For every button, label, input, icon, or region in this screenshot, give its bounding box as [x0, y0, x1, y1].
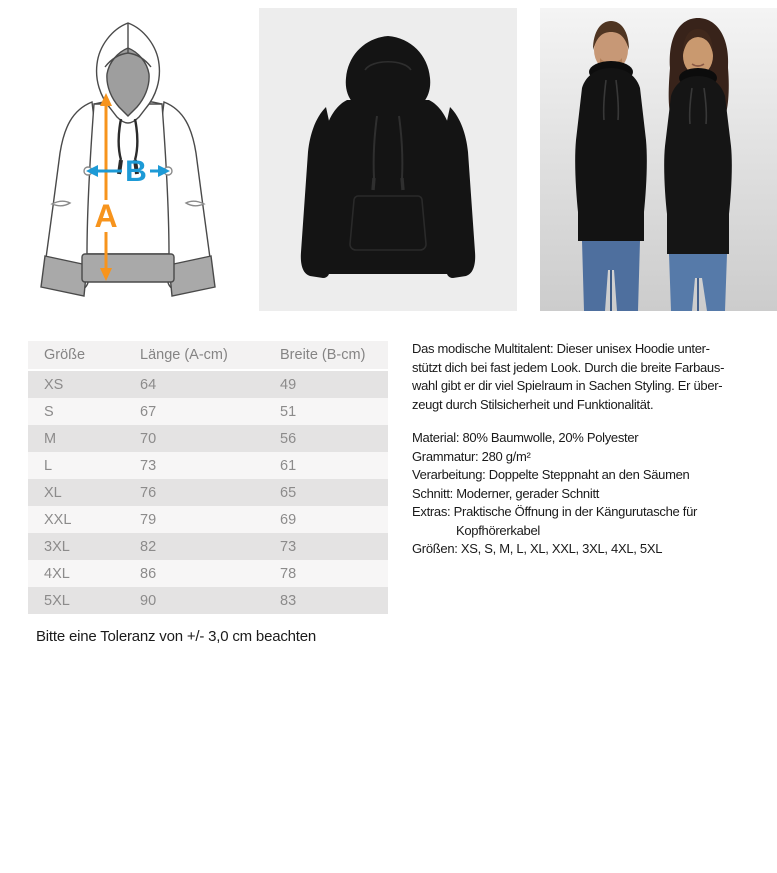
table-cell: 90 [140, 592, 157, 609]
tolerance-note: Bitte eine Toleranz von +/- 3,0 cm beachten [36, 628, 317, 645]
table-row [28, 479, 388, 506]
size-diagram-panel[interactable] [18, 8, 242, 310]
spec-line: Material: 80% Baumwolle, 20% Polyester [412, 430, 639, 445]
spec-line: Grammatur: 280 g/m² [412, 448, 531, 464]
product-photo-panel[interactable] [259, 8, 517, 311]
spec-line: Extras: Praktische Öffnung in der Kängurutasche für [412, 504, 698, 519]
description-intro [412, 340, 774, 414]
measure-label-a: A [94, 198, 118, 234]
table-cell: 70 [140, 430, 157, 447]
measure-label-b: B [125, 155, 147, 188]
product-description [412, 340, 774, 559]
spec-line: Kopfhörerkabel [456, 522, 540, 538]
spec-line: Größen: XS, S, M, L, XL, XXL, 3XL, 4XL, 5XL [412, 541, 663, 556]
woman-figure [664, 18, 732, 311]
table-cell: S [44, 403, 54, 420]
table-cell: XXL [44, 511, 72, 528]
table-cell: 5XL [44, 592, 70, 609]
column-header-width: Breite (B-cm) [264, 341, 388, 370]
table-cell: 67 [140, 403, 157, 420]
table-row [28, 506, 388, 533]
table-cell: 4XL [44, 565, 70, 582]
models-photo-panel[interactable] [540, 8, 777, 311]
size-chart-table [28, 341, 388, 614]
size-table-body [28, 370, 388, 614]
description-line: zeugt durch Stilsicherheit und Funktionalität. [412, 396, 654, 412]
table-cell: 56 [280, 430, 297, 447]
table-cell: 49 [280, 376, 297, 393]
table-cell: 65 [280, 484, 297, 501]
table-cell: 61 [280, 457, 297, 474]
description-line: wahl gibt er dir viel Spielraum in Sachen Styling. Er über- [412, 378, 723, 393]
table-row [28, 533, 388, 560]
spec-line: Verarbeitung: Doppelte Steppnaht an den Säumen [412, 467, 690, 482]
table-cell: 69 [280, 511, 297, 528]
table-cell: XS [44, 376, 64, 393]
table-cell: 51 [280, 403, 297, 420]
size-chart-header [28, 341, 388, 370]
table-cell: 73 [140, 457, 157, 474]
black-hoodie-photo [259, 8, 517, 311]
table-cell: 64 [140, 376, 157, 393]
table-cell: 78 [280, 565, 297, 582]
hoodie-measurement-diagram [18, 8, 242, 310]
table-row [28, 560, 388, 587]
table-cell: 79 [140, 511, 157, 528]
table-cell: 3XL [44, 538, 70, 555]
table-row [28, 398, 388, 425]
column-header-length: Länge (A-cm) [124, 341, 264, 370]
table-cell: 73 [280, 538, 297, 555]
table-cell: L [44, 457, 53, 474]
table-cell: 83 [280, 592, 297, 609]
column-header-size: Größe [28, 341, 124, 370]
description-specs [412, 429, 774, 559]
description-line: stützt dich bei fast jedem Look. Durch die breite Farbaus- [412, 359, 725, 375]
table-cell: XL [44, 484, 62, 501]
models-wearing-hoodies-photo [540, 8, 777, 311]
table-cell: 82 [140, 538, 157, 555]
table-cell: 76 [140, 484, 157, 501]
table-row [28, 425, 388, 452]
table-row [28, 370, 388, 398]
spec-line: Schnitt: Moderner, gerader Schnitt [412, 485, 600, 501]
table-cell: 86 [140, 565, 157, 582]
table-row [28, 587, 388, 614]
description-line: Das modische Multitalent: Dieser unisex Hoodie unter- [412, 341, 710, 356]
table-row [28, 452, 388, 479]
table-cell: M [44, 430, 57, 447]
